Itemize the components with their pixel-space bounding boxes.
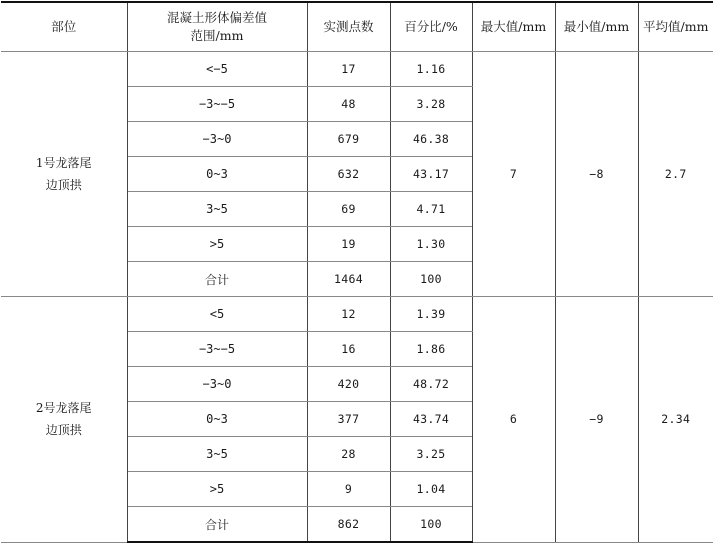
count-cell: 16 [307,332,390,367]
count-cell: 377 [307,402,390,437]
header-avg: 平均值/mm [638,2,713,52]
table-body [1,52,713,543]
range-cell: 3~5 [127,437,307,472]
header-count: 实测点数 [307,2,390,52]
header-percent: 百分比/% [390,2,472,52]
percent-cell: 100 [390,262,472,297]
percent-cell: 46.38 [390,122,472,157]
count-cell: 420 [307,367,390,402]
part-line1: 1号龙落尾 [35,156,92,170]
range-cell: >5 [127,472,307,507]
range-cell: <5 [127,297,307,332]
range-cell: −3~0 [127,367,307,402]
range-cell: 3~5 [127,192,307,227]
count-cell: 19 [307,227,390,262]
part-cell [1,52,127,297]
count-cell: 632 [307,157,390,192]
header-range-line2: 范围/mm [190,28,244,43]
range-cell: 0~3 [127,157,307,192]
part-line1: 2号龙落尾 [35,401,92,416]
part-cell [1,297,127,543]
count-cell: 1464 [307,262,390,297]
count-cell: 28 [307,437,390,472]
count-cell: 862 [307,507,390,543]
percent-cell: 43.17 [390,157,472,192]
range-cell: <−5 [127,52,307,87]
header-min: 最小值/mm [555,2,638,52]
part-line2: 边顶拱 [45,423,82,438]
range-cell: −3~0 [127,122,307,157]
count-cell: 12 [307,297,390,332]
range-cell: 合计 [127,262,307,297]
count-cell: 48 [307,87,390,122]
header-row [1,2,713,52]
percent-cell: 48.72 [390,367,472,402]
max-cell: 7 [472,52,555,297]
header-part: 部位 [1,2,127,52]
count-cell: 679 [307,122,390,157]
max-cell: 6 [472,297,555,543]
count-cell: 69 [307,192,390,227]
min-cell: −8 [555,52,638,297]
percent-cell: 1.86 [390,332,472,367]
percent-cell: 43.74 [390,402,472,437]
percent-cell: 100 [390,507,472,543]
avg-cell: 2.7 [638,52,713,297]
range-cell: −3~−5 [127,87,307,122]
percent-cell: 1.04 [390,472,472,507]
range-cell: >5 [127,227,307,262]
percent-cell: 1.30 [390,227,472,262]
count-cell: 17 [307,52,390,87]
count-cell: 9 [307,472,390,507]
header-max: 最大值/mm [472,2,555,52]
min-cell: −9 [555,297,638,543]
range-cell: −3~−5 [127,332,307,367]
header-range-line1: 混凝土形体偏差值 [166,10,267,25]
range-cell: 0~3 [127,402,307,437]
percent-cell: 4.71 [390,192,472,227]
percent-cell: 1.16 [390,52,472,87]
percent-cell: 3.28 [390,87,472,122]
part-line2: 边顶拱 [45,178,82,192]
percent-cell: 1.39 [390,297,472,332]
percent-cell: 3.25 [390,437,472,472]
table-row [1,52,713,87]
table-row [1,297,713,332]
deviation-table [1,1,713,543]
range-cell: 合计 [127,507,307,543]
avg-cell: 2.34 [638,297,713,543]
header-range [127,2,307,52]
